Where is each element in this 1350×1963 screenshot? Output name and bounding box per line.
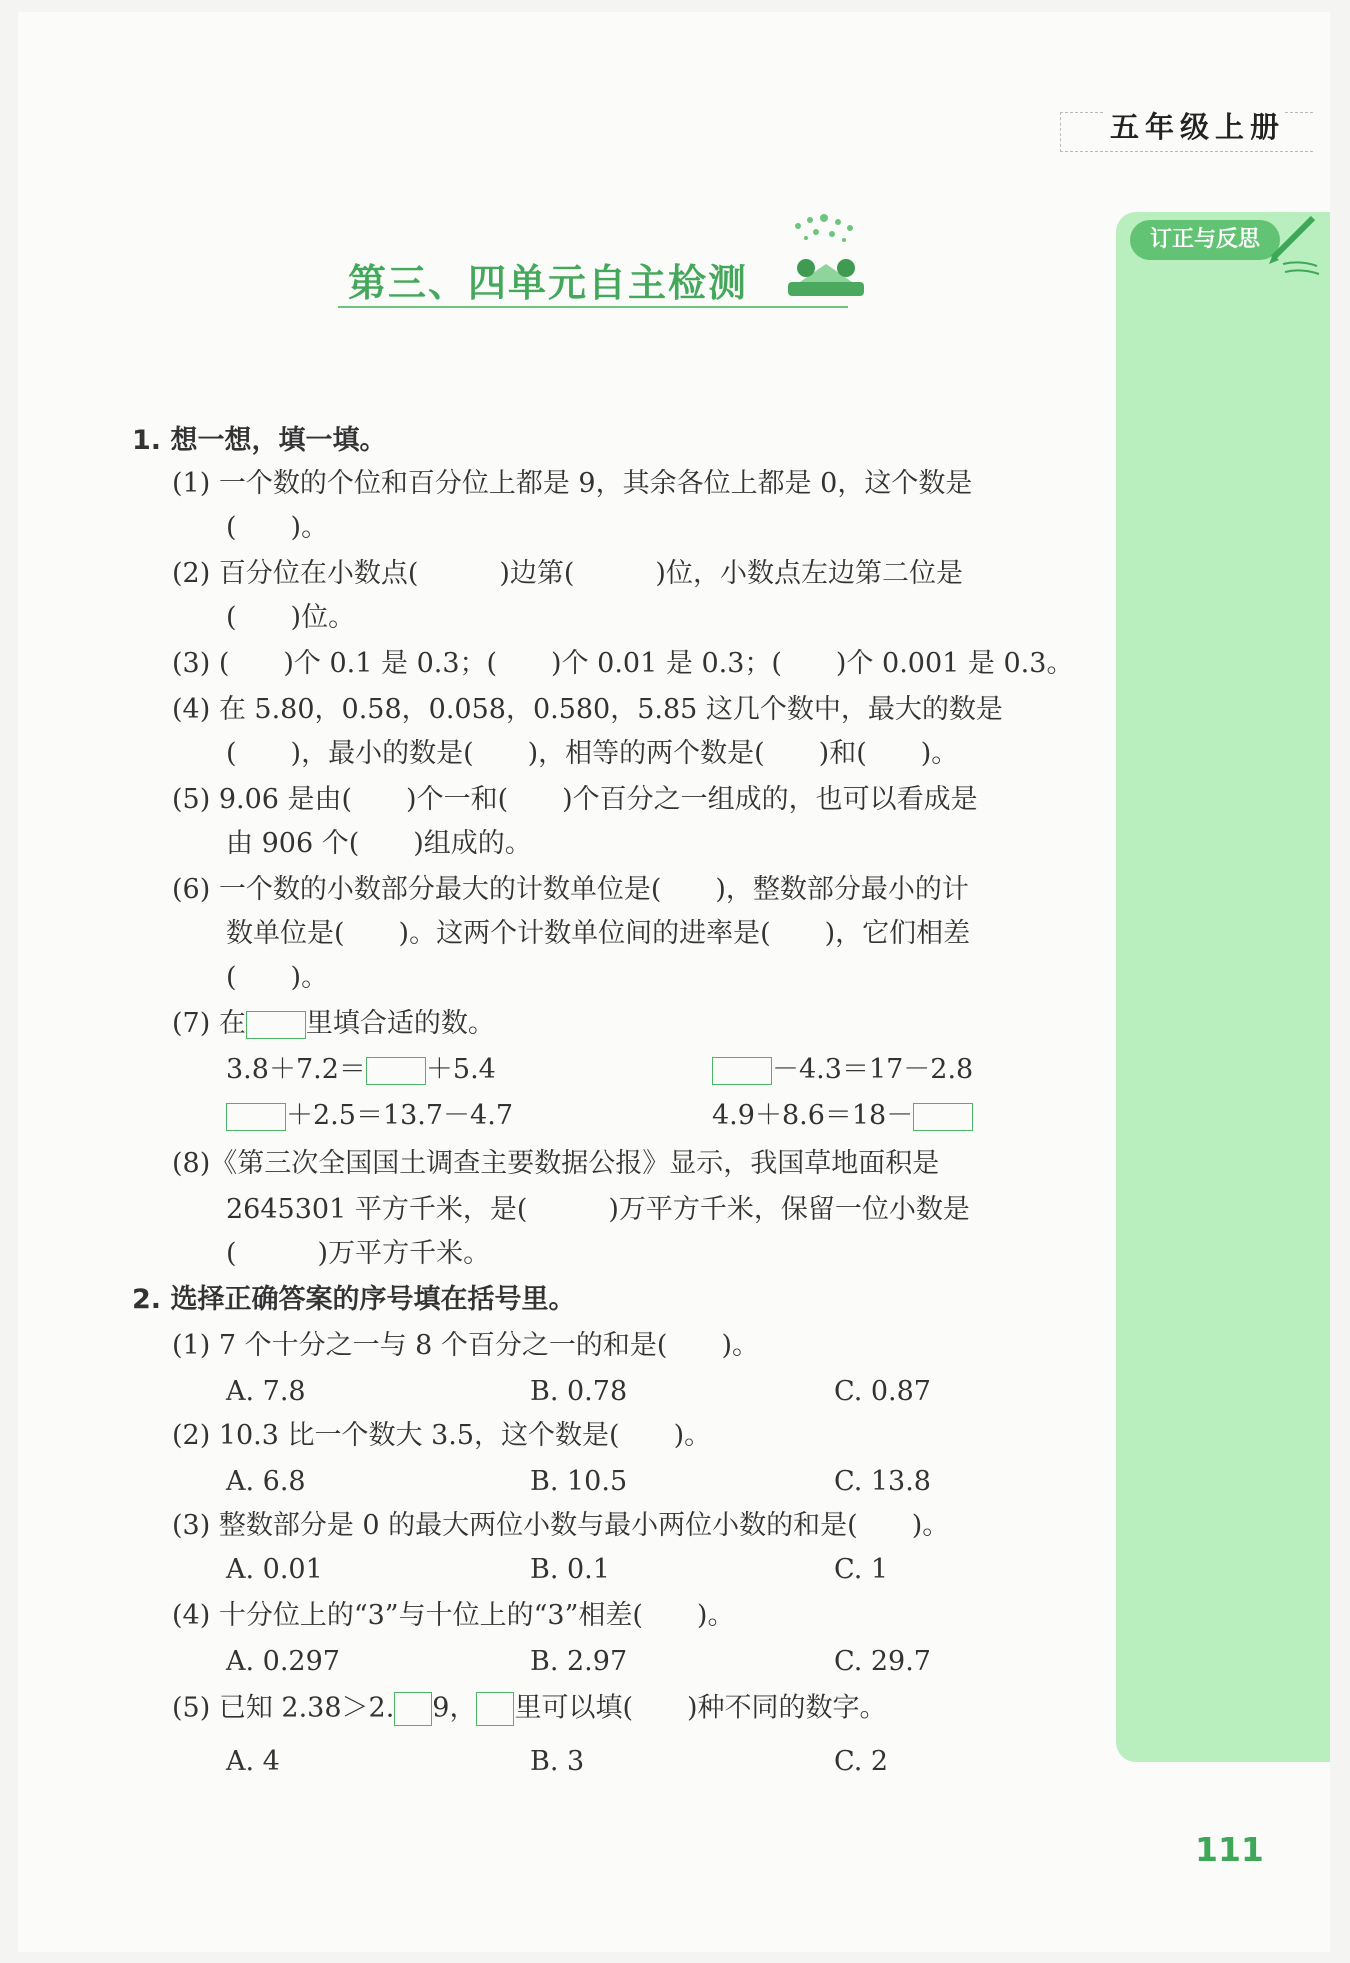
page-title: 第三、四单元自主检测 [348,261,749,305]
equation-text: ＋2.5＝13.7－4.7 [286,1100,513,1131]
option-c[interactable]: C. 29.7 [834,1646,931,1677]
option-c[interactable]: C. 1 [834,1554,889,1585]
question-line: (8)《第三次全国国土调查主要数据公报》显示，我国草地面积是 [172,1148,940,1179]
sidebar-label: 订正与反思 [1130,220,1280,260]
q7-intro [172,1010,495,1039]
question-line: (5) 9.06 是由( )个一和( )个百分之一组成的，也可以看成是 [172,784,978,815]
q7-intro-text: 里填合适的数。 [305,1008,495,1039]
choice-question: (1) 7 个十分之一与 8 个百分之一的和是( )。 [172,1330,759,1361]
option-a[interactable]: A. 0.01 [226,1554,323,1585]
question-line: (2) 百分位在小数点( )边第( )位，小数点左边第二位是 [172,558,963,589]
answer-box[interactable] [476,1692,514,1726]
grade-label: 五年级上册 [1104,105,1285,146]
equation-text: 4.9＋8.6＝18－ [712,1100,914,1131]
choice-question: (2) 10.3 比一个数大 3.5，这个数是( )。 [172,1420,712,1451]
question-line: 由 906 个( )组成的。 [226,828,532,859]
answer-box[interactable] [246,1011,306,1039]
q7-equation-3 [226,1102,513,1131]
equation-text: 3.8＋7.2＝ [226,1054,366,1085]
q7-equation-1 [226,1056,496,1085]
answer-box[interactable] [712,1057,772,1085]
q7-equation-2 [712,1056,973,1085]
option-c[interactable]: C. 13.8 [834,1466,931,1497]
answer-box[interactable] [394,1692,432,1726]
equation-text: －4.3＝17－2.8 [772,1054,974,1085]
option-b[interactable]: B. 10.5 [530,1466,628,1497]
question-line: (4) 在 5.80，0.58，0.058，0.580，5.85 这几个数中，最大的数是 [172,694,1003,725]
question-line: 数单位是( )。这两个计数单位间的进率是( )，它们相差 [226,918,971,949]
option-c[interactable]: C. 0.87 [834,1376,931,1407]
q7-intro-text: (7) 在 [172,1008,246,1039]
choice-question: (3) 整数部分是 0 的最大两位小数与最小两位小数的和是( )。 [172,1510,950,1541]
question-text: 里可以填( )种不同的数字。 [514,1692,887,1724]
grade-header [1060,112,1313,152]
option-a[interactable]: A. 4 [226,1746,280,1777]
equation-text: ＋5.4 [425,1054,496,1085]
question-text: (5) 已知 2.38＞2. [172,1692,395,1724]
question-line: ( )。 [226,512,329,543]
page-number: 111 [1195,1830,1264,1869]
reading-kids-icon [778,212,873,307]
question-line: ( )位。 [226,602,356,633]
question-line: (3) ( )个 0.1 是 0.3；( )个 0.01 是 0.3；( )个 0.001 是 0.3。 [172,648,1074,679]
option-a[interactable]: A. 0.297 [226,1646,340,1677]
correction-sidebar [1116,212,1330,1762]
question-line: (6) 一个数的小数部分最大的计数单位是( )，整数部分最小的计 [172,874,969,905]
option-b[interactable]: B. 0.78 [530,1376,628,1407]
question-line: ( )。 [226,962,329,993]
question-line: 2645301 平方千米，是( )万平方千米，保留一位小数是 [226,1194,970,1225]
answer-box[interactable] [366,1057,426,1085]
title-underline [338,306,848,308]
option-b[interactable]: B. 2.97 [530,1646,628,1677]
choice-question: (4) 十分位上的“3”与十位上的“3”相差( )。 [172,1600,735,1631]
choice-question-5 [172,1692,887,1726]
option-c[interactable]: C. 2 [834,1746,889,1777]
question-line: (1) 一个数的个位和百分位上都是 9，其余各位上都是 0，这个数是 [172,468,973,499]
q7-equation-4 [712,1102,973,1131]
answer-box[interactable] [913,1103,973,1131]
question-text: 9， [432,1692,477,1724]
pencil-icon [1265,210,1325,280]
answer-box[interactable] [226,1103,286,1131]
option-b[interactable]: B. 0.1 [530,1554,610,1585]
section2-heading: 2. 选择正确答案的序号填在括号里。 [132,1284,576,1315]
question-line: ( )万平方千米。 [226,1238,491,1269]
question-line: ( )，最小的数是( )，相等的两个数是( )和( )。 [226,738,959,769]
option-a[interactable]: A. 6.8 [226,1466,306,1497]
section1-heading: 1. 想一想，填一填。 [132,425,387,456]
option-b[interactable]: B. 3 [530,1746,585,1777]
option-a[interactable]: A. 7.8 [226,1376,306,1407]
